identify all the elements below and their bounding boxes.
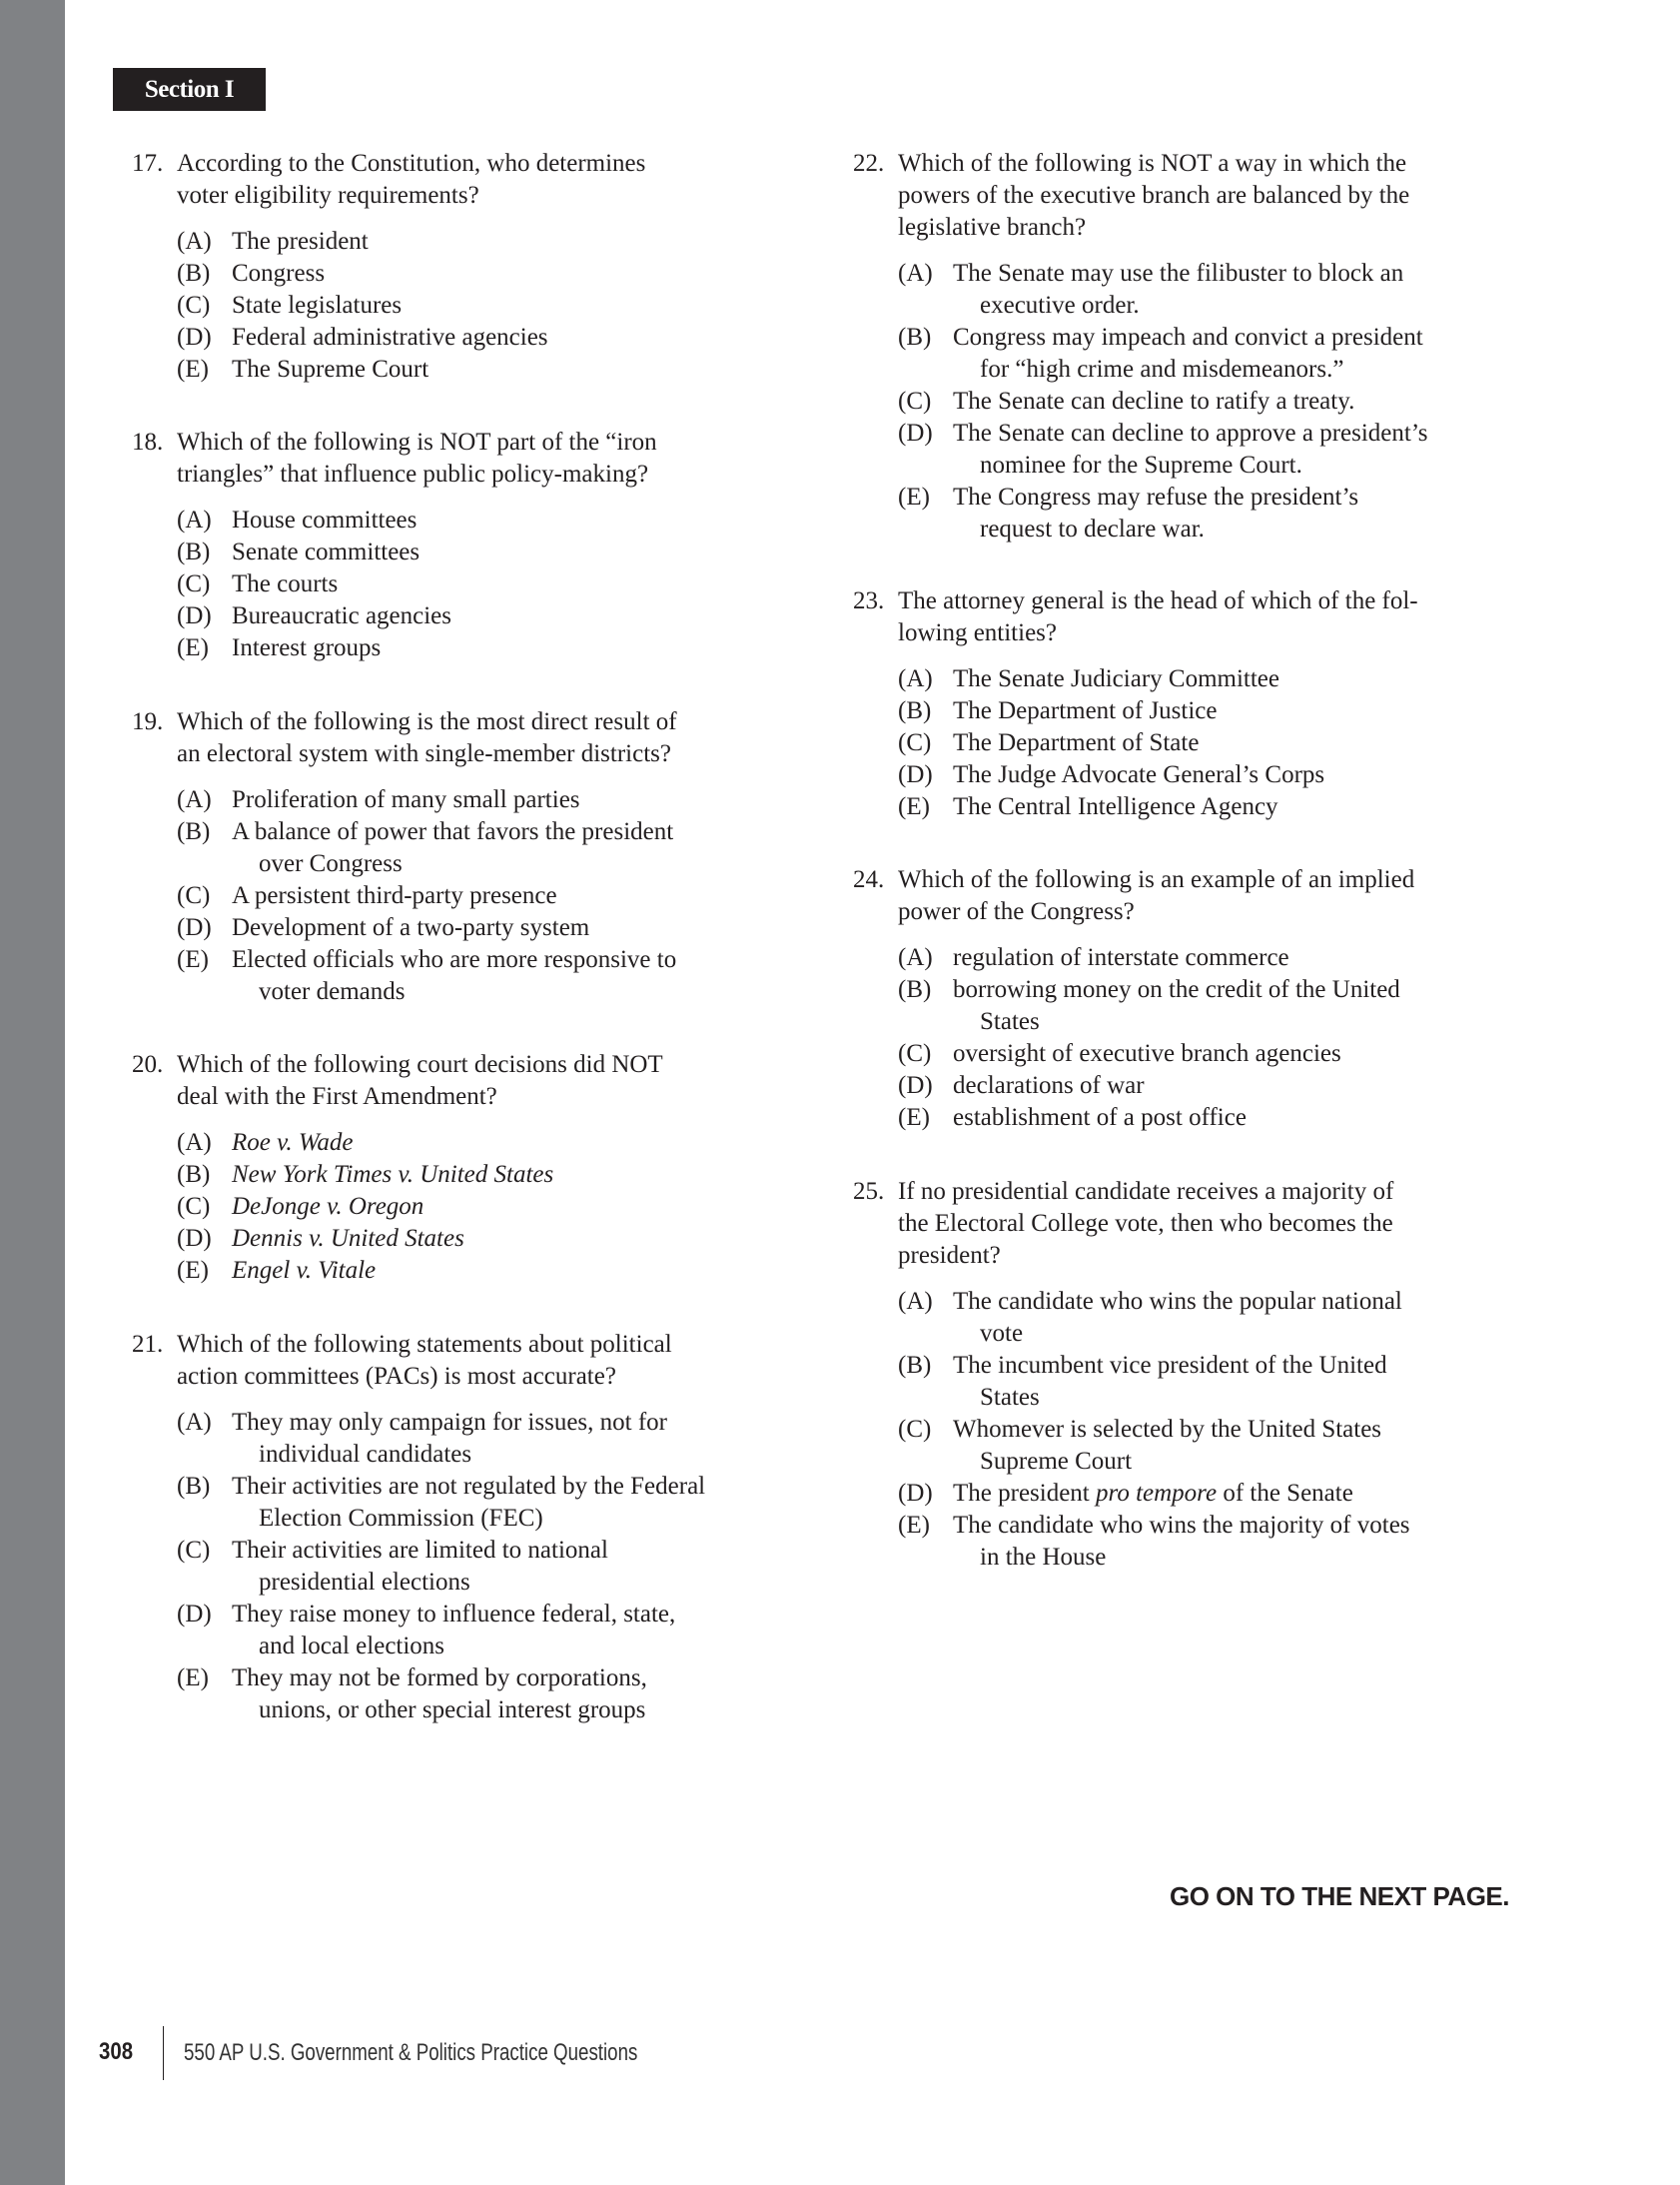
question-block xyxy=(853,864,1572,1134)
question-number: 24. xyxy=(853,866,885,893)
option-text: The Senate can decline to ratify a treaty. xyxy=(953,388,1355,415)
option-letter: (E) xyxy=(177,634,209,661)
option-text: vote xyxy=(980,1320,1024,1347)
answer-option xyxy=(177,537,851,568)
answer-option xyxy=(898,1350,1572,1414)
option-text: request to declare war. xyxy=(980,516,1205,543)
answer-options xyxy=(898,663,1572,823)
option-text: They may only campaign for issues, not for xyxy=(232,1409,668,1436)
option-text: nominee for the Supreme Court. xyxy=(980,452,1302,479)
option-text: Congress may impeach and convict a president xyxy=(953,324,1423,351)
question-number: 18. xyxy=(132,429,164,456)
option-text: Proliferation of many small parties xyxy=(232,786,580,813)
answer-option xyxy=(177,1407,851,1471)
question-number: 23. xyxy=(853,587,885,614)
option-text: The courts xyxy=(232,570,339,597)
option-text: Roe v. Wade xyxy=(232,1129,354,1156)
question-line: The attorney general is the head of which of the fol- xyxy=(898,587,1418,614)
question-line: deal with the First Amendment? xyxy=(177,1083,497,1110)
option-text: States xyxy=(980,1384,1040,1411)
option-text: The Department of State xyxy=(953,729,1200,756)
option-text: borrowing money on the credit of the United xyxy=(953,976,1400,1003)
question-line: triangles” that influence public policy-making? xyxy=(177,461,649,488)
book-title: 550 AP U.S. Government & Politics Practice Questions xyxy=(184,2039,638,2066)
option-letter: (E) xyxy=(898,1104,930,1131)
answer-options xyxy=(177,1127,851,1287)
option-text: over Congress xyxy=(259,850,403,877)
answer-option xyxy=(898,759,1572,791)
question-block xyxy=(132,427,851,664)
answer-option xyxy=(898,727,1572,759)
answer-option xyxy=(177,816,851,880)
option-text: DeJonge v. Oregon xyxy=(232,1193,424,1220)
option-letter: (A) xyxy=(177,1409,212,1436)
option-letter: (B) xyxy=(898,976,932,1003)
option-text: establishment of a post office xyxy=(953,1104,1247,1131)
page-number: 308 xyxy=(99,2038,134,2065)
answer-option xyxy=(177,354,851,386)
answer-option xyxy=(177,1127,851,1159)
question-line: Which of the following is NOT part of the “iron xyxy=(177,429,657,456)
page-edge-bar xyxy=(0,0,65,2185)
option-text: The Congress may refuse the president’s xyxy=(953,484,1359,511)
option-text: Federal administrative agencies xyxy=(232,324,548,351)
answer-option xyxy=(898,791,1572,823)
question-line: power of the Congress? xyxy=(898,898,1135,925)
answer-option xyxy=(177,632,851,664)
option-letter: (D) xyxy=(177,602,212,629)
answer-options xyxy=(177,505,851,664)
option-letter: (B) xyxy=(177,260,211,287)
option-text: The Central Intelligence Agency xyxy=(953,793,1278,820)
option-letter: (E) xyxy=(177,1257,209,1284)
question-number: 25. xyxy=(853,1178,885,1205)
question-line: action committees (PACs) is most accurate? xyxy=(177,1363,616,1390)
option-letter: (A) xyxy=(898,1288,933,1315)
option-letter: (B) xyxy=(177,1473,211,1500)
option-letter: (A) xyxy=(177,228,212,255)
option-text: voter demands xyxy=(259,978,406,1005)
answer-option xyxy=(898,418,1572,482)
option-text: for “high crime and misdemeanors.” xyxy=(980,356,1344,383)
option-letter: (C) xyxy=(177,1193,211,1220)
option-text: The Senate may use the filibuster to block an xyxy=(953,260,1404,287)
answer-option xyxy=(177,1255,851,1287)
option-text: Bureaucratic agencies xyxy=(232,602,452,629)
answer-option xyxy=(177,600,851,632)
question-block xyxy=(132,1049,851,1287)
question-block xyxy=(853,585,1572,823)
go-on-notice: GO ON TO THE NEXT PAGE. xyxy=(1169,1881,1509,1911)
answer-option xyxy=(177,322,851,354)
answer-options xyxy=(177,784,851,1008)
answer-option xyxy=(177,258,851,290)
option-text: The Judge Advocate General’s Corps xyxy=(953,761,1325,788)
question-text xyxy=(898,148,1572,244)
option-text: They may not be formed by corporations, xyxy=(232,1664,647,1691)
question-text xyxy=(177,1329,851,1393)
answer-option xyxy=(177,568,851,600)
question-line: the Electoral College vote, then who becomes the xyxy=(898,1210,1393,1237)
answer-option xyxy=(898,1414,1572,1478)
question-line: Which of the following statements about political xyxy=(177,1331,672,1358)
question-line: Which of the following is NOT a way in which the xyxy=(898,150,1407,177)
question-number: 17. xyxy=(132,150,164,177)
option-letter: (A) xyxy=(898,260,933,287)
answer-option xyxy=(898,974,1572,1038)
question-line: lowing entities? xyxy=(898,619,1057,646)
option-text: declarations of war xyxy=(953,1072,1145,1099)
question-line: Which of the following court decisions did NOT xyxy=(177,1051,663,1078)
option-letter: (E) xyxy=(177,1664,209,1691)
answer-options xyxy=(898,258,1572,546)
option-text: They raise money to influence federal, state, xyxy=(232,1601,676,1628)
option-text: The candidate who wins the majority of votes xyxy=(953,1512,1410,1539)
option-text: Engel v. Vitale xyxy=(232,1257,377,1284)
option-letter: (E) xyxy=(898,484,930,511)
question-text xyxy=(177,706,851,770)
option-text-part: pro tempore xyxy=(1096,1480,1218,1507)
option-text: The Department of Justice xyxy=(953,697,1218,724)
option-text: Election Commission (FEC) xyxy=(259,1505,543,1532)
answer-option xyxy=(898,942,1572,974)
answer-option xyxy=(177,1535,851,1599)
option-text: individual candidates xyxy=(259,1441,472,1468)
option-letter: (A) xyxy=(177,1129,212,1156)
answer-option xyxy=(898,1286,1572,1350)
answer-options xyxy=(898,1286,1572,1574)
option-text: States xyxy=(980,1008,1040,1035)
answer-option xyxy=(898,1102,1572,1134)
option-letter: (C) xyxy=(898,729,932,756)
answer-options xyxy=(177,1407,851,1726)
answer-option xyxy=(898,1038,1572,1070)
option-letter: (A) xyxy=(898,665,933,692)
answer-option xyxy=(177,1223,851,1255)
answer-option xyxy=(177,1662,851,1726)
answer-option xyxy=(177,944,851,1008)
answer-option xyxy=(177,880,851,912)
option-text: New York Times v. United States xyxy=(232,1161,554,1188)
answer-option xyxy=(898,482,1572,546)
option-letter: (E) xyxy=(177,356,209,383)
answer-option xyxy=(177,226,851,258)
question-line: Which of the following is an example of an implied xyxy=(898,866,1415,893)
option-text: The Senate can decline to approve a president’s xyxy=(953,420,1428,447)
question-block xyxy=(853,1176,1572,1574)
option-letter: (B) xyxy=(898,1352,932,1379)
option-letter: (A) xyxy=(898,944,933,971)
answer-option xyxy=(898,322,1572,386)
answer-option xyxy=(177,505,851,537)
option-text: House committees xyxy=(232,507,418,534)
option-text: The Supreme Court xyxy=(232,356,429,383)
answer-option xyxy=(898,695,1572,727)
question-line: powers of the executive branch are balanced by the xyxy=(898,182,1410,209)
option-text: unions, or other special interest groups xyxy=(259,1696,646,1723)
option-text: Interest groups xyxy=(232,634,382,661)
option-text: Congress xyxy=(232,260,326,287)
option-text: Their activities are not regulated by the Federal xyxy=(232,1473,706,1500)
option-letter: (E) xyxy=(898,1512,930,1539)
question-line: Which of the following is the most direct result of xyxy=(177,708,677,735)
question-number: 21. xyxy=(132,1331,164,1358)
answer-options xyxy=(898,942,1572,1134)
option-text: Elected officials who are more responsive to xyxy=(232,946,677,973)
option-letter: (D) xyxy=(177,324,212,351)
answer-options xyxy=(177,226,851,386)
option-letter: (C) xyxy=(898,1416,932,1443)
question-block xyxy=(853,148,1572,546)
answer-option xyxy=(898,1070,1572,1102)
answer-option xyxy=(177,1191,851,1223)
question-block xyxy=(132,148,851,386)
answer-option xyxy=(177,784,851,816)
answer-option xyxy=(177,912,851,944)
option-letter: (B) xyxy=(177,1161,211,1188)
question-text xyxy=(898,585,1572,649)
question-text xyxy=(177,427,851,491)
question-text xyxy=(177,1049,851,1113)
option-letter: (C) xyxy=(177,882,211,909)
question-line: According to the Constitution, who determines xyxy=(177,150,646,177)
answer-option xyxy=(177,290,851,322)
option-text: Whomever is selected by the United States xyxy=(953,1416,1382,1443)
option-text: The Senate Judiciary Committee xyxy=(953,665,1279,692)
answer-option xyxy=(898,1478,1572,1510)
option-letter: (E) xyxy=(177,946,209,973)
option-text: presidential elections xyxy=(259,1569,470,1596)
option-letter: (B) xyxy=(898,697,932,724)
question-text xyxy=(177,148,851,212)
option-text: executive order. xyxy=(980,292,1140,319)
option-letter: (D) xyxy=(177,1601,212,1628)
option-letter: (D) xyxy=(898,761,933,788)
option-letter: (B) xyxy=(898,324,932,351)
question-number: 20. xyxy=(132,1051,164,1078)
option-text: State legislatures xyxy=(232,292,403,319)
option-text: A persistent third-party presence xyxy=(232,882,557,909)
question-line: legislative branch? xyxy=(898,214,1087,241)
option-text: The incumbent vice president of the United xyxy=(953,1352,1387,1379)
answer-option xyxy=(898,663,1572,695)
option-text: The president xyxy=(232,228,369,255)
option-text: Dennis v. United States xyxy=(232,1225,464,1252)
option-text: The candidate who wins the popular national xyxy=(953,1288,1402,1315)
option-text-part: of the Senate xyxy=(1217,1480,1353,1507)
question-text xyxy=(898,864,1572,928)
option-letter: (D) xyxy=(898,1072,933,1099)
option-text: Their activities are limited to national xyxy=(232,1537,608,1564)
option-letter: (C) xyxy=(177,292,211,319)
option-text: regulation of interstate commerce xyxy=(953,944,1289,971)
question-line: an electoral system with single-member districts? xyxy=(177,740,671,767)
question-number: 19. xyxy=(132,708,164,735)
option-letter: (B) xyxy=(177,818,211,845)
question-number: 22. xyxy=(853,150,885,177)
question-line: If no presidential candidate receives a majority of xyxy=(898,1178,1394,1205)
option-letter: (D) xyxy=(898,420,933,447)
option-text: and local elections xyxy=(259,1633,445,1659)
option-letter: (E) xyxy=(898,793,930,820)
option-letter: (A) xyxy=(177,507,212,534)
option-text: in the House xyxy=(980,1544,1107,1571)
option-letter: (D) xyxy=(177,914,212,941)
option-letter: (C) xyxy=(177,570,211,597)
answer-option xyxy=(898,1510,1572,1574)
option-text xyxy=(953,1478,1572,1510)
answer-option xyxy=(177,1599,851,1662)
option-text: Development of a two-party system xyxy=(232,914,590,941)
option-text-part: The president xyxy=(953,1480,1097,1507)
answer-option xyxy=(177,1471,851,1535)
option-letter: (C) xyxy=(898,388,932,415)
question-block xyxy=(132,706,851,1008)
question-text xyxy=(898,1176,1572,1272)
option-text: Supreme Court xyxy=(980,1448,1133,1475)
question-line: voter eligibility requirements? xyxy=(177,182,479,209)
option-text: oversight of executive branch agencies xyxy=(953,1040,1341,1067)
question-line: president? xyxy=(898,1242,1001,1269)
footer-divider xyxy=(163,2026,164,2080)
section-label: Section I xyxy=(113,68,266,111)
option-letter: (A) xyxy=(177,786,212,813)
answer-option xyxy=(898,258,1572,322)
option-text: Senate committees xyxy=(232,539,420,565)
option-letter: (B) xyxy=(177,539,211,565)
option-letter: (C) xyxy=(898,1040,932,1067)
answer-option xyxy=(898,386,1572,418)
option-letter: (D) xyxy=(177,1225,212,1252)
answer-option xyxy=(177,1159,851,1191)
question-block xyxy=(132,1329,851,1726)
option-letter: (D) xyxy=(898,1480,933,1507)
option-letter: (C) xyxy=(177,1537,211,1564)
option-text: A balance of power that favors the president xyxy=(232,818,674,845)
